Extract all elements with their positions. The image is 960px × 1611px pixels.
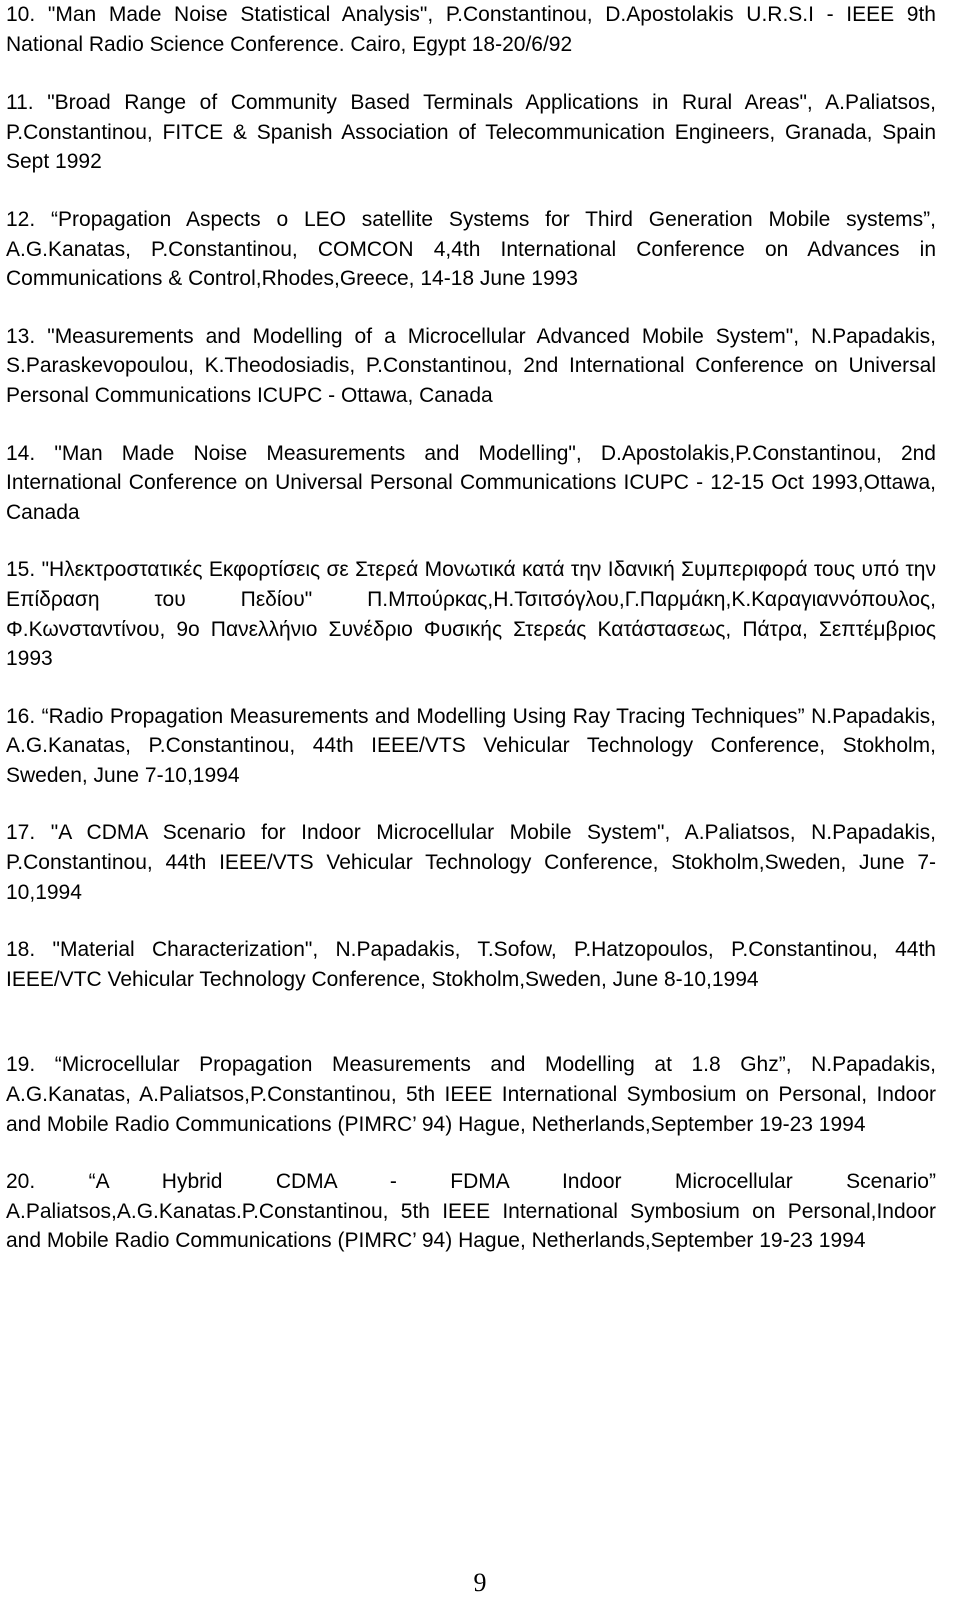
- reference-text: "Material Characterization", N.Papadakis, T.Sofow, P.Hatzopoulos, P.Constantinou, 44th IEEE/VTC Vehicular Technology Conference, Stokholm,Sweden, June 8-10,1994: [6, 938, 936, 991]
- reference-entry: [6, 322, 936, 411]
- reference-entry: [6, 818, 936, 907]
- reference-number: 12.: [6, 207, 36, 231]
- reference-entry: [6, 1167, 936, 1256]
- reference-entry: [6, 88, 936, 177]
- reference-text: “A Hybrid CDMA - FDMA Indoor Microcellular Scenario” A.Paliatsos,A.G.Kanatas.P.Constantinou, 5th IEEE International Symbosium on Personal,Indoor and Mobile Radio Communications (PIMRC’ 94) Hague, Netherlands,September 19-23 1994: [6, 1170, 936, 1253]
- reference-entry: [6, 555, 936, 673]
- reference-text: "Ηλεκτροστατικές Εκφορτίσεις σε Στερεά Μονωτικά κατά την Ιδανική Συμπεριφορά τους υπό την Επίδραση του Πεδίου" Π.Μπούρκας,Η.Τσιτσόγλου,Γ.Παρμάκη,Κ.Καραγιαννόπουλος, Φ.Κωνσταντίνου, 9ο Πανελλήνιο Συνέδριο Φυσικής Στερεάς Κατάστασεως, Πάτρα, Σεπτέμβριος 1993: [6, 558, 936, 671]
- reference-text: "Man Made Noise Measurements and Modelling", D.Apostolakis,P.Constantinou, 2nd International Conference on Universal Personal Communications ICUPC - 12-15 Oct 1993,Ottawa, Canada: [6, 441, 936, 524]
- reference-text: “Microcellular Propagation Measurements and Modelling at 1.8 Ghz”, N.Papadakis, A.G.Kanatas, A.Paliatsos,P.Constantinou, 5th IEEE International Symbosium on Personal, Indoor and Mobile Radio Communications (PIMRC’ 94) Hague, Netherlands,September 19-23 1994: [6, 1053, 936, 1136]
- reference-number: 20.: [6, 1170, 36, 1194]
- reference-number: 11.: [6, 91, 34, 115]
- page-number: 9: [473, 1568, 487, 1597]
- reference-number: 17.: [6, 821, 36, 845]
- reference-text: “Radio Propagation Measurements and Modelling Using Ray Tracing Techniques” N.Papadakis, A.G.Kanatas, P.Constantinou, 44th IEEE/VTS Vehicular Technology Conference, Stokholm, Sweden, June 7-10,1994: [6, 704, 936, 787]
- reference-entry: [6, 935, 936, 994]
- reference-list: [6, 0, 936, 1256]
- reference-number: 18.: [6, 938, 36, 962]
- reference-entry: [6, 205, 936, 294]
- reference-text: "Measurements and Modelling of a Microcellular Advanced Mobile System", N.Papadakis, S.Paraskevopoulou, K.Theodosiadis, P.Constantinou, 2nd International Conference on Universal Personal Communications ICUPC - Ottawa, Canada: [6, 324, 937, 407]
- reference-text: "Man Made Noise Statistical Analysis", P.Constantinou, D.Apostolakis U.R.S.I - IEEE 9th National Radio Science Conference. Cairo, Egypt 18-20/6/92: [6, 3, 936, 56]
- reference-entry: [6, 702, 936, 791]
- reference-number: 19.: [6, 1053, 36, 1077]
- reference-number: 14.: [6, 441, 36, 465]
- reference-text: “Propagation Aspects o LEO satellite Systems for Third Generation Mobile systems”, A.G.Kanatas, P.Constantinou, COMCON 4,4th International Conference on Advances in Communications & Control,Rhodes,Greece, 14-18 June 1993: [6, 207, 936, 291]
- reference-entry: [6, 0, 936, 59]
- reference-entry: [6, 439, 936, 528]
- reference-number: 16.: [6, 704, 36, 728]
- reference-text: "Broad Range of Community Based Terminals Applications in Rural Areas", A.Paliatsos, P.Constantinou, FITCE & Spanish Association of Telecommunication Engineers, Granada, Spain Sept 1992: [6, 91, 936, 174]
- reference-entry: [6, 1050, 936, 1139]
- reference-number: 13.: [6, 324, 36, 348]
- reference-text: "A CDMA Scenario for Indoor Microcellular Mobile System", A.Paliatsos, N.Papadakis, P.Constantinou, 44th IEEE/VTS Vehicular Technology Conference, Stokholm,Sweden, June 7-10,1994: [6, 821, 936, 904]
- reference-number: 10.: [6, 3, 36, 26]
- reference-number: 15.: [6, 558, 36, 582]
